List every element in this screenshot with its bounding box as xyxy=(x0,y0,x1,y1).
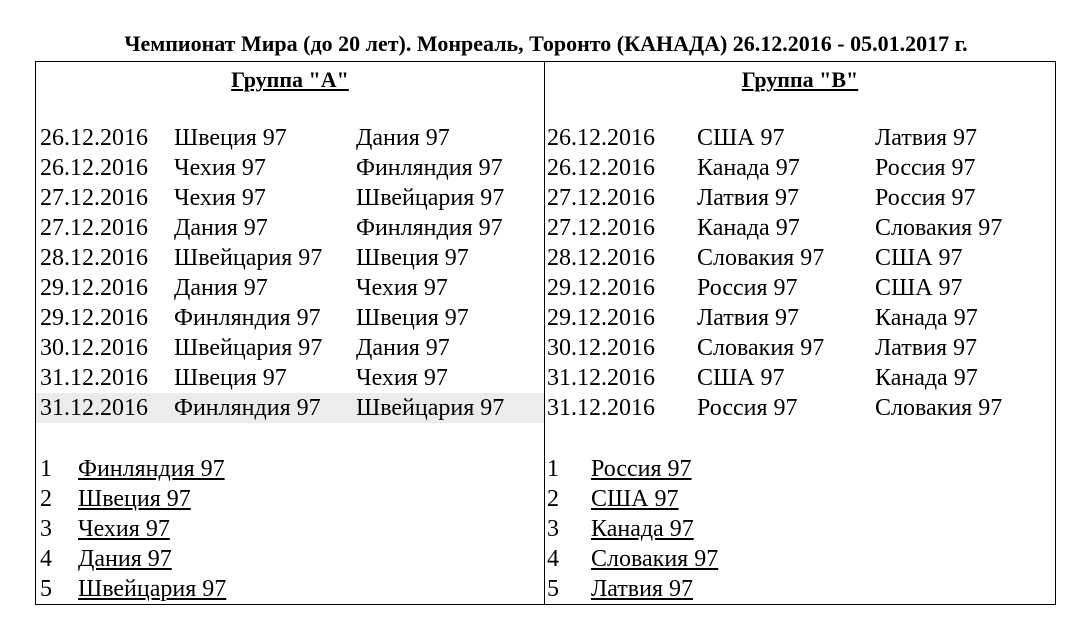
game-row xyxy=(545,393,1055,423)
game-away-team: США 97 xyxy=(875,275,963,301)
game-row xyxy=(36,153,544,183)
game-home-team: Чехия 97 xyxy=(174,185,266,211)
game-date: 31.12.2016 xyxy=(547,395,655,421)
standings-team-link[interactable]: Канада 97 xyxy=(591,516,694,542)
game-row xyxy=(545,303,1055,333)
standings-position: 1 xyxy=(40,456,52,482)
game-home-team: Швейцария 97 xyxy=(174,245,323,271)
game-date: 29.12.2016 xyxy=(40,275,148,301)
game-away-team: Швейцария 97 xyxy=(356,185,505,211)
game-row xyxy=(36,123,544,153)
game-away-team: Дания 97 xyxy=(356,125,450,151)
game-date: 29.12.2016 xyxy=(40,305,148,331)
game-home-team: Дания 97 xyxy=(174,275,268,301)
game-away-team: Швеция 97 xyxy=(356,305,469,331)
standings-position: 1 xyxy=(547,456,559,482)
standings-row xyxy=(545,544,1055,574)
game-home-team: США 97 xyxy=(697,125,785,151)
game-row xyxy=(36,333,544,363)
game-home-team: Латвия 97 xyxy=(697,305,800,331)
game-away-team: Финляндия 97 xyxy=(356,155,503,181)
group-b xyxy=(545,62,1055,604)
game-away-team: Латвия 97 xyxy=(875,125,978,151)
standings-team-link[interactable]: Чехия 97 xyxy=(78,516,170,542)
game-date: 28.12.2016 xyxy=(40,245,148,271)
game-home-team: США 97 xyxy=(697,365,785,391)
standings-position: 2 xyxy=(547,486,559,512)
game-home-team: Россия 97 xyxy=(697,275,798,301)
game-away-team: Латвия 97 xyxy=(875,335,978,361)
game-row xyxy=(36,183,544,213)
game-home-team: Чехия 97 xyxy=(174,155,266,181)
standings-position: 3 xyxy=(40,516,52,542)
game-row xyxy=(545,213,1055,243)
group-b-title[interactable]: Группа "В" xyxy=(741,67,859,92)
game-home-team: Россия 97 xyxy=(697,395,798,421)
schedule-table xyxy=(35,61,1056,605)
game-home-team: Словакия 97 xyxy=(697,245,825,271)
game-date: 27.12.2016 xyxy=(40,215,148,241)
game-row xyxy=(545,243,1055,273)
game-row-highlighted xyxy=(36,393,544,423)
standings-row xyxy=(545,454,1055,484)
game-date: 26.12.2016 xyxy=(547,155,655,181)
game-home-team: Швеция 97 xyxy=(174,365,287,391)
game-home-team: Дания 97 xyxy=(174,215,268,241)
game-away-team: Словакия 97 xyxy=(875,395,1003,421)
game-away-team: Словакия 97 xyxy=(875,215,1003,241)
game-row xyxy=(545,363,1055,393)
standings-team-link[interactable]: Швеция 97 xyxy=(78,486,191,512)
standings-team-link[interactable]: Латвия 97 xyxy=(591,576,694,602)
game-date: 26.12.2016 xyxy=(40,125,148,151)
standings-team-link[interactable]: Финляндия 97 xyxy=(78,456,225,482)
game-row xyxy=(545,183,1055,213)
standings-row xyxy=(36,514,544,544)
standings-team-link[interactable]: Россия 97 xyxy=(591,456,692,482)
group-b-games xyxy=(545,123,1055,423)
standings-row xyxy=(36,454,544,484)
game-date: 27.12.2016 xyxy=(40,185,148,211)
game-date: 28.12.2016 xyxy=(547,245,655,271)
game-away-team: Дания 97 xyxy=(356,335,450,361)
game-away-team: Швеция 97 xyxy=(356,245,469,271)
game-home-team: Канада 97 xyxy=(697,215,800,241)
game-row xyxy=(545,333,1055,363)
game-home-team: Финляндия 97 xyxy=(174,395,321,421)
standings-position: 5 xyxy=(547,576,559,602)
standings-row xyxy=(36,544,544,574)
game-away-team: Финляндия 97 xyxy=(356,215,503,241)
game-date: 31.12.2016 xyxy=(40,365,148,391)
game-row xyxy=(545,123,1055,153)
game-date: 31.12.2016 xyxy=(40,395,148,421)
game-row xyxy=(36,303,544,333)
standings-position: 4 xyxy=(40,546,52,572)
standings-position: 3 xyxy=(547,516,559,542)
game-home-team: Швейцария 97 xyxy=(174,335,323,361)
group-a-games xyxy=(36,123,544,423)
game-row xyxy=(36,243,544,273)
game-home-team: Словакия 97 xyxy=(697,335,825,361)
group-a-standings xyxy=(36,454,544,604)
game-row xyxy=(36,363,544,393)
game-date: 27.12.2016 xyxy=(547,215,655,241)
standings-team-link[interactable]: Словакия 97 xyxy=(591,546,719,572)
game-away-team: Чехия 97 xyxy=(356,365,448,391)
game-away-team: Россия 97 xyxy=(875,185,976,211)
group-b-standings xyxy=(545,454,1055,604)
game-away-team: Канада 97 xyxy=(875,305,978,331)
game-date: 29.12.2016 xyxy=(547,275,655,301)
standings-team-link[interactable]: Швейцария 97 xyxy=(78,576,227,602)
game-date: 27.12.2016 xyxy=(547,185,655,211)
game-away-team: Швейцария 97 xyxy=(356,395,505,421)
game-away-team: США 97 xyxy=(875,245,963,271)
standings-row xyxy=(36,574,544,604)
standings-row xyxy=(545,484,1055,514)
group-a-title[interactable]: Группа "А" xyxy=(231,67,349,92)
game-away-team: Чехия 97 xyxy=(356,275,448,301)
game-row xyxy=(545,153,1055,183)
standings-row xyxy=(36,484,544,514)
game-row xyxy=(36,213,544,243)
game-row xyxy=(36,273,544,303)
game-away-team: Канада 97 xyxy=(875,365,978,391)
standings-position: 2 xyxy=(40,486,52,512)
standings-team-link[interactable]: Дания 97 xyxy=(78,546,172,572)
game-date: 26.12.2016 xyxy=(40,155,148,181)
game-away-team: Россия 97 xyxy=(875,155,976,181)
group-a xyxy=(36,62,544,604)
standings-position: 4 xyxy=(547,546,559,572)
game-home-team: Финляндия 97 xyxy=(174,305,321,331)
game-date: 31.12.2016 xyxy=(547,365,655,391)
standings-row xyxy=(545,574,1055,604)
page-title: Чемпионат Мира (до 20 лет). Монреаль, Торонто (КАНАДА) 26.12.2016 - 05.01.2017 г. xyxy=(124,31,968,56)
game-date: 29.12.2016 xyxy=(547,305,655,331)
standings-team-link[interactable]: США 97 xyxy=(591,486,679,512)
game-home-team: Латвия 97 xyxy=(697,185,800,211)
game-date: 26.12.2016 xyxy=(547,125,655,151)
game-home-team: Швеция 97 xyxy=(174,125,287,151)
game-home-team: Канада 97 xyxy=(697,155,800,181)
game-date: 30.12.2016 xyxy=(547,335,655,361)
game-date: 30.12.2016 xyxy=(40,335,148,361)
game-row xyxy=(545,273,1055,303)
standings-position: 5 xyxy=(40,576,52,602)
standings-row xyxy=(545,514,1055,544)
